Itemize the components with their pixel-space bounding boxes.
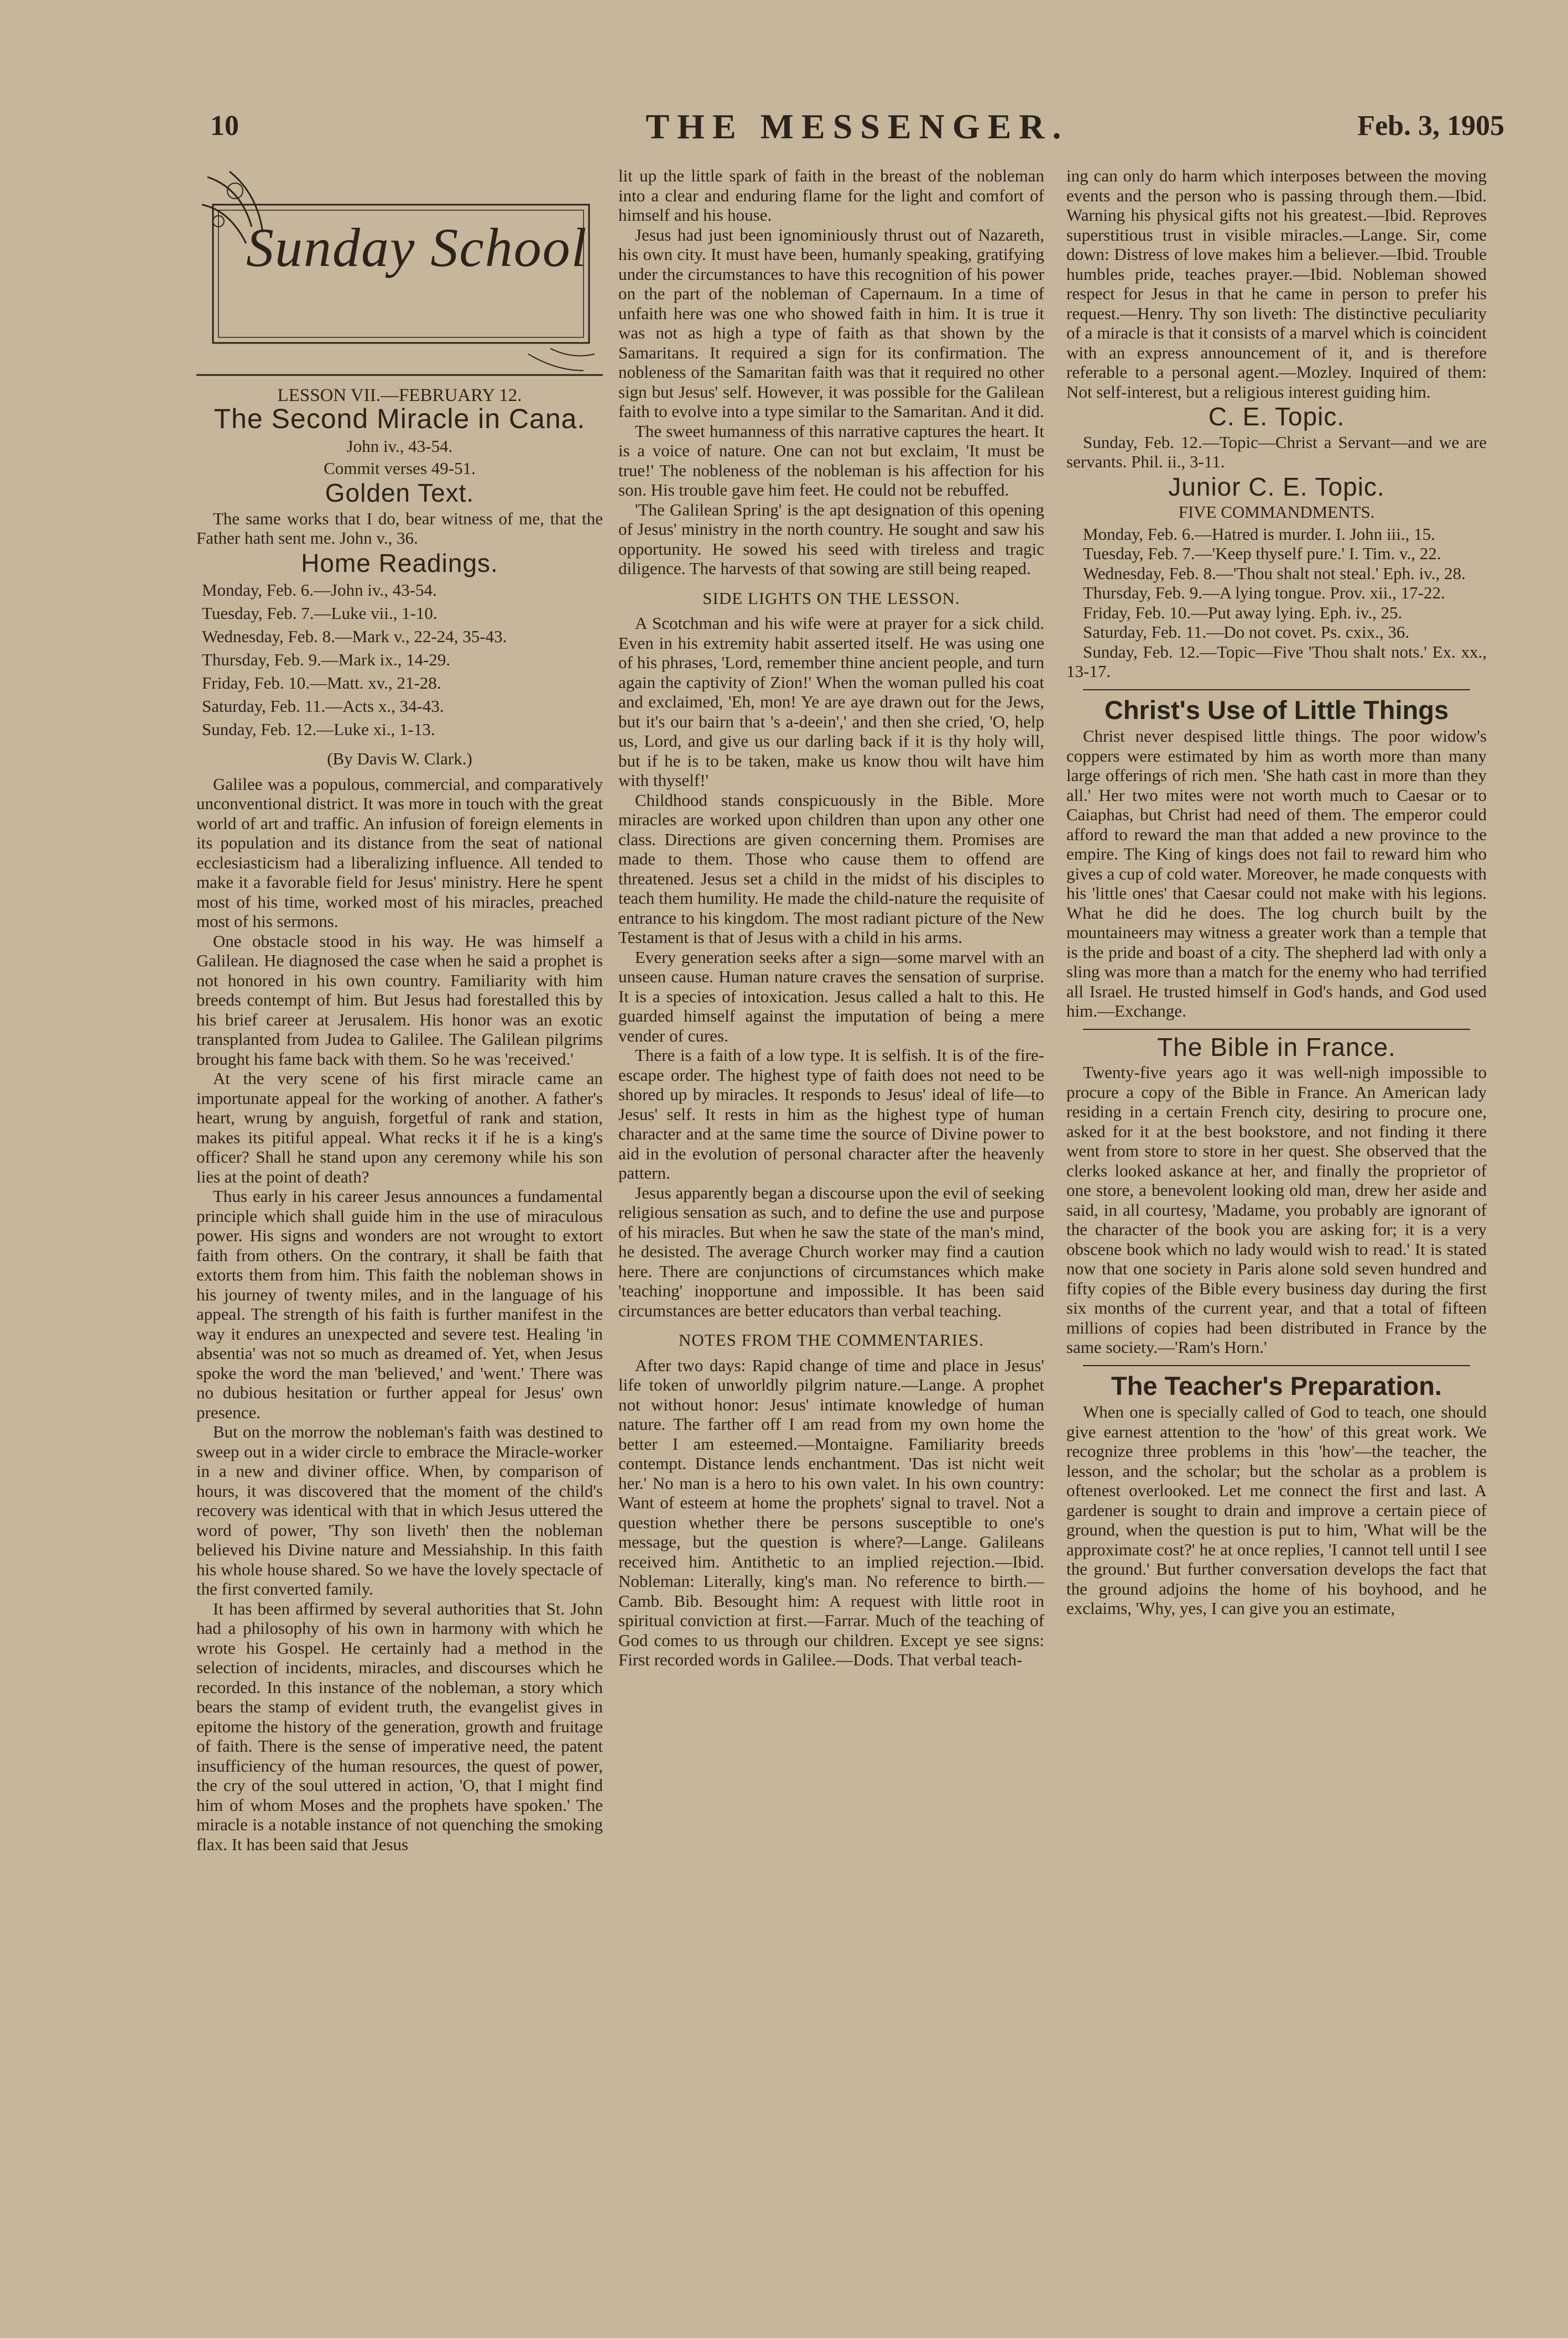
reading-item: Wednesday, Feb. 8.—Mark v., 22-24, 35-43. — [202, 627, 507, 646]
article-paragraph: Jesus apparently began a discourse upon the evil of seeking religious sensation as such, and to define the use and purpose of his miracles. But when he saw the state of the man's mind, he desisted. The average Church worker may find a caution here. There are conjunctions of circumstances which make 'teaching' inopportune and impossible. It has been said circumstances are better educators than verbal teaching. — [618, 1183, 1044, 1320]
article-paragraph: 'The Galilean Spring' is the apt designation of this opening of Jesus' ministry in the north country. He sought and saw his opportunity. He sowed his seed with tireless and tragic diligence. The harvests of that sowing are still being reaped. — [618, 499, 1044, 578]
ce-topic-heading: C. E. Topic. — [1208, 402, 1345, 431]
commandment-item: Tuesday, Feb. 7.—'Keep thyself pure.' I. Tim. v., 22. — [1083, 544, 1441, 563]
lesson-title: The Second Miracle in Cana. — [213, 403, 586, 434]
page-number: 10 — [210, 110, 239, 142]
section-divider — [1083, 689, 1470, 690]
notes-heading: NOTES FROM THE COMMENTARIES. — [679, 1330, 984, 1350]
commandment-item: Wednesday, Feb. 8.—'Thou shalt not steal.' Eph. iv., 28. — [1083, 563, 1466, 583]
article-paragraph: After two days: Rapid change of time and place in Jesus' life token of unworldly pilgrim nature.—Lange. A prophet not without honor: Jesus' intimate knowledge of human nature. The farther off I am read from my own home the better I am esteemed.—Montaigne. Familiarity breeds contempt. Distance lends enchantment. 'Das ist nicht weit her.' No man is a hero to his own valet. In his own country: Want of esteem at home the prophets' signal to travel. Not a question whether there be persons susceptible to one's message, but the question is where?—Lange. Galileans received him. Antithetic to an implied rejection.—Ibid. Nobleman: Literally, king's man. No reference to birth.—Camb. Bib. Besought him: A request with little root in spiritual conviction at first.—Farrar. Much of the teaching of God comes to us through our children. Except ye see signs: First recorded words in Galilee.—Dods. That verbal teach- — [618, 1355, 1044, 1669]
issue-date: Feb. 3, 1905 — [1357, 110, 1504, 142]
reading-item: Monday, Feb. 6.—John iv., 43-54. — [202, 580, 437, 600]
lesson-number: LESSON VII.—FEBRUARY 12. — [277, 386, 522, 405]
commandment-item: Monday, Feb. 6.—Hatred is murder. I. John iii., 15. — [1083, 524, 1435, 544]
sunday-school-banner — [196, 166, 603, 376]
column-1 — [196, 166, 603, 1854]
bible-in-france-heading: The Bible in France. — [1157, 1032, 1396, 1061]
article-paragraph: It has been affirmed by several authorities that St. John had a philosophy of his own in harmony with which he wrote his Gospel. He certainly had a method in the selection of incidents, miracles, and discourses which he recorded. In this instance of the nobleman, a story which bears the stamp of evident truth, the evangelist gives in epitome the history of the generation, growth and fruitage of faith. There is the sense of imperative need, the patent insufficiency of the human resources, the quest of power, the cry of the soul uttered in action, 'O, that I might find him of whom Moses and the prophets have spoken.' The miracle is a notable instance of not quenching the smoking flax. It has been said that Jesus — [196, 1598, 603, 1854]
commandment-item: Saturday, Feb. 11.—Do not covet. Ps. cxix., 36. — [1083, 622, 1410, 642]
article-paragraph: Galilee was a populous, commercial, and comparatively unconventional district. It was more in touch with the great world of art and traffic. An infusion of foreign elements in its population and its distance from the seat of national ecclesiasticism had a liberalizing influence. All tended to make it a favorable field for Jesus' ministry. Here he spent most of his time, worked most of his miracles, preached most of his sermons. — [196, 774, 603, 931]
article-paragraph: There is a faith of a low type. It is selfish. It is of the fire-escape order. The highest type of faith does not need to be shored up by miracles. It responds to Jesus' ideal of life—to Jesus' self. It rests in him as the highest type of human character and at the same time the source of Divine power to aid in the evolution of personal character after the heavenly pattern. — [618, 1045, 1044, 1183]
reading-item: Tuesday, Feb. 7.—Luke vii., 1-10. — [202, 603, 437, 623]
article-paragraph: Jesus had just been ignominiously thrust out of Nazareth, his own city. It must have been, humanly speaking, gratifying under the circumstances to have this recognition of his power on the part of the nobleman of Capernaum. In a time of unfaith here was one who showed faith in him. It is true it was not as high a type of faith as that shown by the Samaritans. It required a sign for its confirmation. The nobleness of the Samaritan faith was that it required no other sign but Jesus' self. However, it was possible for the Galilean faith to evolve into a type similar to the Samaritan. And it did. — [618, 225, 1044, 421]
article-paragraph: Christ never despised little things. The poor widow's coppers were estimated by him as worth more than many large offerings of rich men. 'She hath cast in more than they all.' Her two mites were not worth much to Caesar or to Caiaphas, but Christ had need of them. The emperor could afford to reward the man that added a new province to the empire. The King of kings does not fail to reward him who gives a cup of cold water. Moreover, he made conquests with his 'little ones' that Caesar could not make with his legions. What he did he does. The log church built by the mountaineers may witness a greater work than a temple that is the pride and boast of a city. The shepherd lad with only a sling was more than a match for the enemy who had terrified all Israel. He trusted himself in God's hands, and God used him.—Exchange. — [1066, 726, 1487, 1020]
home-readings-heading: Home Readings. — [301, 548, 498, 577]
article-paragraph: The sweet humanness of this narrative captures the heart. It is a voice of nature. One can not but exclaim, 'It must be true!' The nobleness of the nobleman is his affection for his son. His trouble gave him feet. He could not be rebuffed. — [618, 421, 1044, 499]
scripture-reference: John iv., 43-54. — [346, 436, 453, 456]
golden-text: The same works that I do, bear witness of me, that the Father hath sent me. John v., 36. — [196, 508, 603, 548]
ce-topic-text: Sunday, Feb. 12.—Topic—Christ a Servant—and we are servants. Phil. ii., 3-11. — [1066, 432, 1487, 471]
reading-item: Thursday, Feb. 9.—Mark ix., 14-29. — [202, 650, 451, 669]
byline: (By Davis W. Clark.) — [327, 749, 472, 768]
article-paragraph: Childhood stands conspicuously in the Bible. More miracles are worked upon children than upon any other one class. Directions are given concerning them. Promises are made to them. Those who cause them to offend are threatened. Jesus set a child in the midst of his disciples to teach them humility. He made the child-nature the requisite of entrance to his kingdom. The most radiant picture of the New Testament is that of Jesus with a child in his arms. — [618, 790, 1044, 947]
masthead-title: THE MESSENGER. — [645, 107, 1069, 146]
reading-item: Saturday, Feb. 11.—Acts x., 34-43. — [202, 696, 444, 716]
reading-item: Friday, Feb. 10.—Matt. xv., 21-28. — [202, 673, 441, 692]
article-paragraph: Twenty-five years ago it was well-nigh impossible to procure a copy of the Bible in France. An American lady residing in a certain French city, desiring to procure one, asked for it at the best bookstore, and not finding it there went from store to store in her quest. She observed that the clerks looked askance at her, and finally the proprietor of one store, a benevolent looking old man, drew her aside and said, in all courtesy, 'Madame, you probably are ignorant of the character of the book you are asking for; it is a very obscene book which no lady would wish to read.' It is stated now that one society in Paris alone sold seven hundred and fifty copies of the Bible every business day during the first six months of the current year, and that a total of fifteen millions of copies had been distributed in France by the same society.—'Ram's Horn.' — [1066, 1063, 1487, 1357]
article-paragraph: Every generation seeks after a sign—some marvel with an unseen cause. Human nature craves the sensation of surprise. It is a species of intoxication. Jesus called a halt to this. He guarded himself against the imputation of being a mere vender of cures. — [618, 947, 1044, 1045]
teacher-preparation-heading: The Teacher's Preparation. — [1111, 1371, 1442, 1400]
article-paragraph: At the very scene of his first miracle came an importunate appeal for the working of another. A father's heart, wrung by anguish, forgetful of rank and station, makes its pitiful appeal. What recks it if he is a king's officer? Shall he stand upon any ceremony while his son lies at the point of death? — [196, 1069, 603, 1186]
commandment-item: Friday, Feb. 10.—Put away lying. Eph. iv., 25. — [1083, 602, 1403, 622]
commit-verses: Commit verses 49-51. — [324, 458, 476, 478]
article-paragraph: lit up the little spark of faith in the breast of the nobleman into a clear and enduring flame for the light and comfort of himself and his house. — [618, 166, 1044, 225]
section-divider — [1083, 1029, 1470, 1030]
article-paragraph: A Scotchman and his wife were at prayer for a sick child. Even in his extremity habit asserted itself. He was using one of his phrases, 'Lord, remember thine ancient people, and turn again the captivity of Zion!' When the woman pulled his coat and exclaimed, 'Eh, mon! Ye are aye drawn out for the Jews, but it's our bairn that 's a-deein',' and then she cried, 'O, help us, Lord, and give us our darling back if it is thy holy will, but if he is to be taken, make us know thou wilt have him with thyself!' — [618, 613, 1044, 790]
article-paragraph: But on the morrow the nobleman's faith was destined to sweep out in a wider circle to embrace the Miracle-worker in a new and diviner office. When, by comparison of hours, it was discovered that the moment of the child's recovery was identical with that in which Jesus uttered the word of power, 'Thy son liveth' then the nobleman believed his Divine nature and Messiahship. In this faith his whole house shared. So we have the lovely spectacle of the first converted family. — [196, 1422, 603, 1598]
commandment-item: Thursday, Feb. 9.—A lying tongue. Prov. xii., 17-22. — [1083, 583, 1445, 602]
article-paragraph: Thus early in his career Jesus announces a fundamental principle which shall guide him in the use of miraculous power. His signs and wonders are not wrought to extort faith from others. On the contrary, it shall be faith that extorts them from him. This faith the nobleman shows in his journey of twenty miles, and in the language of his appeal. The strength of his faith is further manifest in the way it endures an unexpected and severe test. Healing 'in absentia' was not so much as dreamed of. Yet, when Jesus spoke the word the man 'believed,' and 'went.' There was no dubious hesitation or further appeal for Jesus' own presence. — [196, 1186, 603, 1422]
article-paragraph: One obstacle stood in his way. He was himself a Galilean. He diagnosed the case when he said a prophet is not honored in his own country. Familiarity with him breeds contempt of him. But Jesus had forestalled this by his brief career at Jerusalem. His honor was an exotic transplanted from Judea to Galilee. The Galilean pilgrims brought his fame back with them. So he was 'received.' — [196, 931, 603, 1069]
page-header — [210, 107, 1504, 154]
reading-item: Sunday, Feb. 12.—Luke xi., 1-13. — [202, 720, 435, 739]
commandment-item: Sunday, Feb. 12.—Topic—Five 'Thou shalt nots.' Ex. xx., 13-17. — [1066, 642, 1487, 681]
junior-ce-heading: Junior C. E. Topic. — [1168, 472, 1385, 501]
side-lights-heading: SIDE LIGHTS ON THE LESSON. — [702, 588, 960, 608]
article-paragraph: When one is specially called of God to teach, one should give earnest attention to the 'how' of this great work. We recognize three problems in this 'how'—the teacher, the lesson, and the scholar; but the scholar as a problem is oftenest overlooked. Let me connect the first and last. A gardener is sought to drain and improve a certain piece of ground, when the question is put to him, 'What will be the approximate cost?' he at once replies, 'I cannot tell until I see the ground.' But further conversation develops the fact that the ground adjoins the home of his boyhood, and he exclaims, 'Why, yes, I can give you an estimate, — [1066, 1402, 1487, 1618]
little-things-heading: Christ's Use of Little Things — [1104, 695, 1449, 725]
golden-text-heading: Golden Text. — [325, 478, 475, 507]
five-commandments-heading: FIVE COMMANDMENTS. — [1178, 502, 1375, 522]
article-paragraph: ing can only do harm which interposes between the moving events and the person who is passing through them.—Ibid. Warning his physical gifts not his greatest.—Ibid. Reproves superstitious trust in visible miracles.—Lange. Sir, come down: Distress of love makes him a believer.—Ibid. Trouble humbles pride, teaches prayer.—Ibid. Nobleman showed respect for Jesus in that he came in person to prefer his request.—Henry. Thy son liveth: The distinctive peculiarity of a miracle is that it consists of a marvel which is coincident with an express announcement of it, and is therefore referable to a personal agent.—Mozley. Inquired of them: Not self-interest, but a religious interest guiding him. — [1066, 166, 1487, 402]
column-2 — [618, 166, 1044, 1670]
section-divider — [1083, 1365, 1470, 1366]
banner-title: Sunday School — [246, 217, 588, 278]
column-3 — [1066, 166, 1487, 1618]
